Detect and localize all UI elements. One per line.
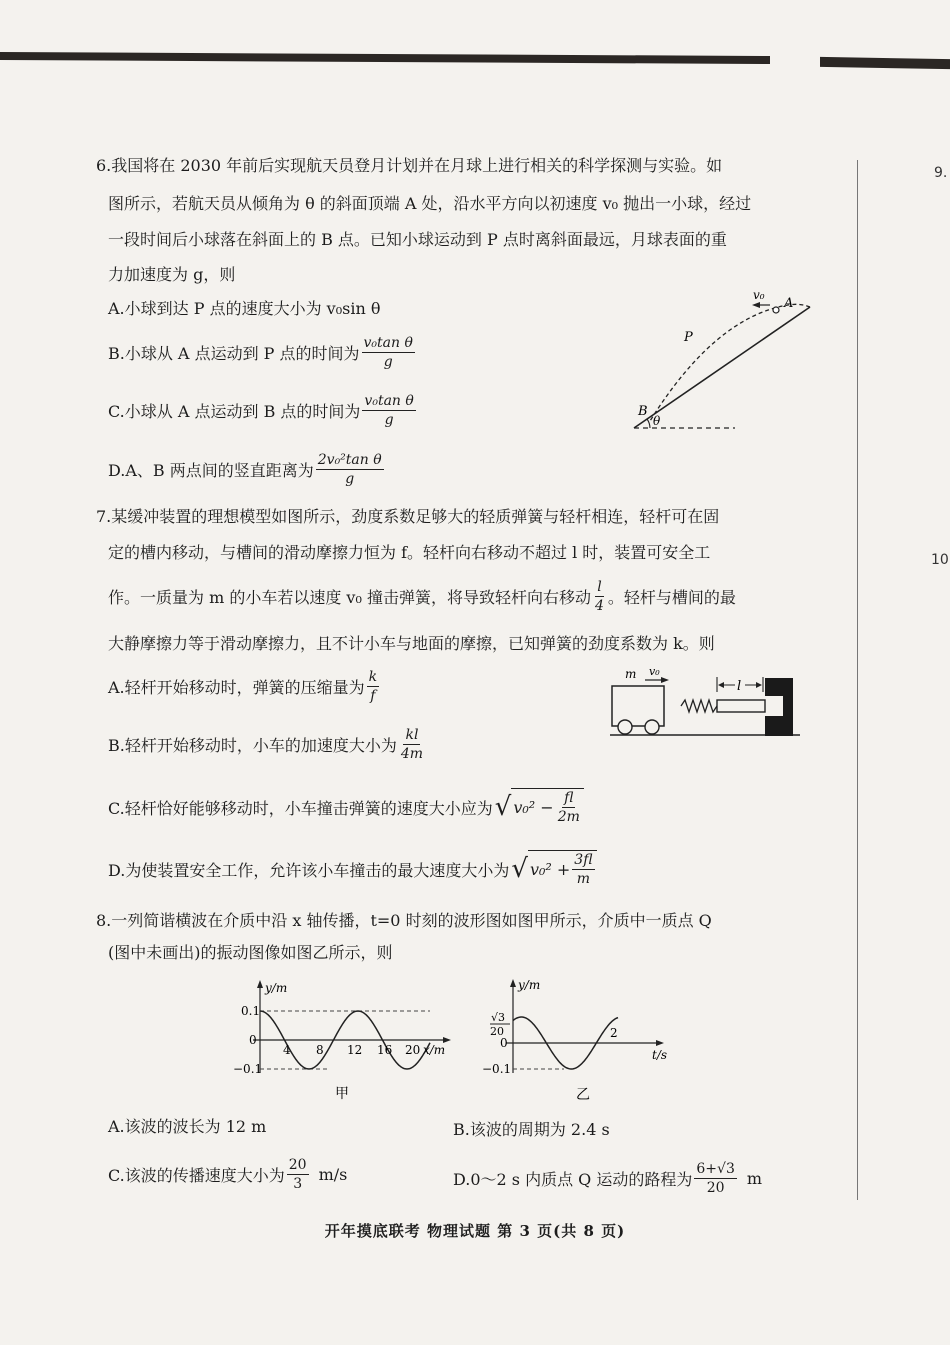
option-b: B.轻杆开始移动时，小车的加速度大小为 $\frac{kl}{4m}$ [108,727,424,762]
y-tick: √3 [491,1011,506,1024]
x-tick: 20 [405,1043,421,1057]
fraction: $\frac{l}{4}$ [594,579,604,614]
option-b: B.小球从 A 点运动到 P 点的时间为 $\frac{\text{v₀tan θ}}{g}$ [108,335,413,370]
label-b: B [638,404,648,419]
x-tick: 4 [283,1043,291,1057]
figure-caption: 乙 [576,1087,590,1103]
scan-edge-shadow [0,52,770,64]
slot-bottom [765,716,793,736]
fraction: $\frac{3fl}{m}$ [574,852,593,887]
x-tick: 8 [316,1043,324,1057]
label-v0: v₀ [649,665,660,678]
y-tick: −0.1 [482,1062,512,1076]
page-footer: 开年摸底联考 物理试题 第 3 页(共 8 页) [324,1222,626,1240]
option-c: C.该波的传播速度大小为 $\frac{20}{3}$ m/s [108,1157,348,1192]
square-root: √ v₀² − $\frac{fl}{2m}$ [495,788,584,826]
question-text-line: 图所示，若航天员从倾角为 θ 的斜面顶端 A 处，沿水平方向以初速度 v₀ 抛出一小球，经过 [108,194,752,213]
question-text-line: 作。一质量为 m 的小车若以速度 v₀ 撞击弹簧，将导致轻杆向右移动 $\frac{l}{4}$ 。轻杆与槽间的最 [108,579,736,614]
cart-wheel [618,720,632,734]
incline-projectile-figure [620,285,820,440]
scan-edge-shadow-right [820,57,950,69]
y-tick: 20 [490,1025,504,1038]
question-text-line: 力加速度为 g，则 [108,265,236,284]
fraction: $\frac{20}{3}$ [288,1157,307,1192]
next-page-fragment: 10 [931,552,949,568]
x-tick: 16 [377,1043,393,1057]
label-l: l [737,679,742,694]
fraction: $\frac{fl}{2m}$ [557,790,580,825]
cart-wheel [645,720,659,734]
option-a: A.该波的波长为 12 m [108,1117,267,1136]
buffer-device-figure [605,662,805,744]
y-tick: 0 [249,1033,257,1047]
y-tick: 0 [500,1036,508,1050]
option-c: C.小球从 A 点运动到 B 点的时间为 $\frac{\text{v₀tan θ}}{g}$ [108,393,414,428]
cart-body [612,686,664,726]
light-rod [717,700,765,712]
fraction: $\frac{k}{f}$ [368,669,378,704]
spring [681,700,717,712]
question-text-line: 8.一列简谐横波在介质中沿 x 轴传播，t=0 时刻的波形图如图甲所示，介质中一质点 Q [96,911,712,930]
t-axis-label: t/s [652,1048,668,1062]
option-d: D.0～2 s 内质点 Q 运动的路程为 $\frac{6+√3}{20}$ m [453,1161,763,1196]
angle-arc [647,419,650,428]
y-axis-label: y/m [518,978,541,992]
option-b: B.该波的周期为 2.4 s [453,1120,610,1139]
vibration-graph-yi [478,975,678,1103]
question-text-line: 6.我国将在 2030 年前后实现航天员登月计划并在月球上进行相关的科学探测与实验。如 [96,156,723,175]
question-text-line: 大静摩擦力等于滑动摩擦力，且不计小车与地面的摩擦，已知弹簧的劲度系数为 k。则 [108,634,715,653]
question-text-line: (图中未画出)的振动图像如图乙所示，则 [108,943,393,962]
label-a: A [784,296,794,311]
slot-top [765,678,793,696]
option-d: D.A、B 两点间的竖直距离为 $\frac{\text{2v₀²tan θ}}{g}$ [108,452,382,487]
option-a: A.轻杆开始移动时，弹簧的压缩量为 $\frac{k}{f}$ [108,669,378,704]
question-text-line: 一段时间后小球落在斜面上的 B 点。已知小球运动到 P 点时离斜面最远，月球表面的重 [108,230,727,249]
label-m: m [625,667,637,681]
column-divider [857,160,858,1200]
option-d: D.为使装置安全工作，允许该小车撞击的最大速度大小为 √ v₀² + $\frac{3fl}{m}$ [108,850,597,888]
figure-caption: 甲 [335,1086,349,1102]
fraction: $\frac{\text{v₀tan θ}}{g}$ [363,335,413,370]
label-v0: v₀ [753,288,765,302]
next-page-fragment: 9. [934,165,948,181]
y-tick: 0.1 [241,1004,261,1018]
option-a: A.小球到达 P 点的速度大小为 v₀sin θ [108,299,381,318]
fraction: $\frac{\text{2v₀²tan θ}}{g}$ [317,452,382,487]
t-tick: 2 [610,1026,618,1040]
y-axis-label: y/m [265,981,288,995]
square-root: √ v₀² + $\frac{3fl}{m}$ [511,850,596,888]
incline-line [634,307,810,428]
question-text-line: 定的槽内移动，与槽间的滑动摩擦力恒为 f。轻杆向右移动不超过 l 时，装置可安全工 [108,543,711,562]
fraction: $\frac{\text{v₀tan θ}}{g}$ [364,393,414,428]
label-p: P [684,330,693,345]
wave-graph-jia [225,978,455,1103]
label-theta: θ [653,414,661,428]
fraction: $\frac{6+√3}{20}$ [696,1161,735,1196]
question-text-line: 7.某缓冲装置的理想模型如图所示，劲度系数足够大的轻质弹簧与轻杆相连，轻杆可在固 [96,507,720,526]
y-tick: −0.1 [233,1062,263,1076]
x-axis-label: x/m [423,1043,446,1057]
x-tick: 12 [347,1043,363,1057]
option-c: C.轻杆恰好能够移动时，小车撞击弹簧的速度大小应为 √ v₀² − $\frac{fl}{2m}$ [108,788,584,826]
ball [773,307,779,313]
fraction: $\frac{kl}{4m}$ [400,727,424,762]
